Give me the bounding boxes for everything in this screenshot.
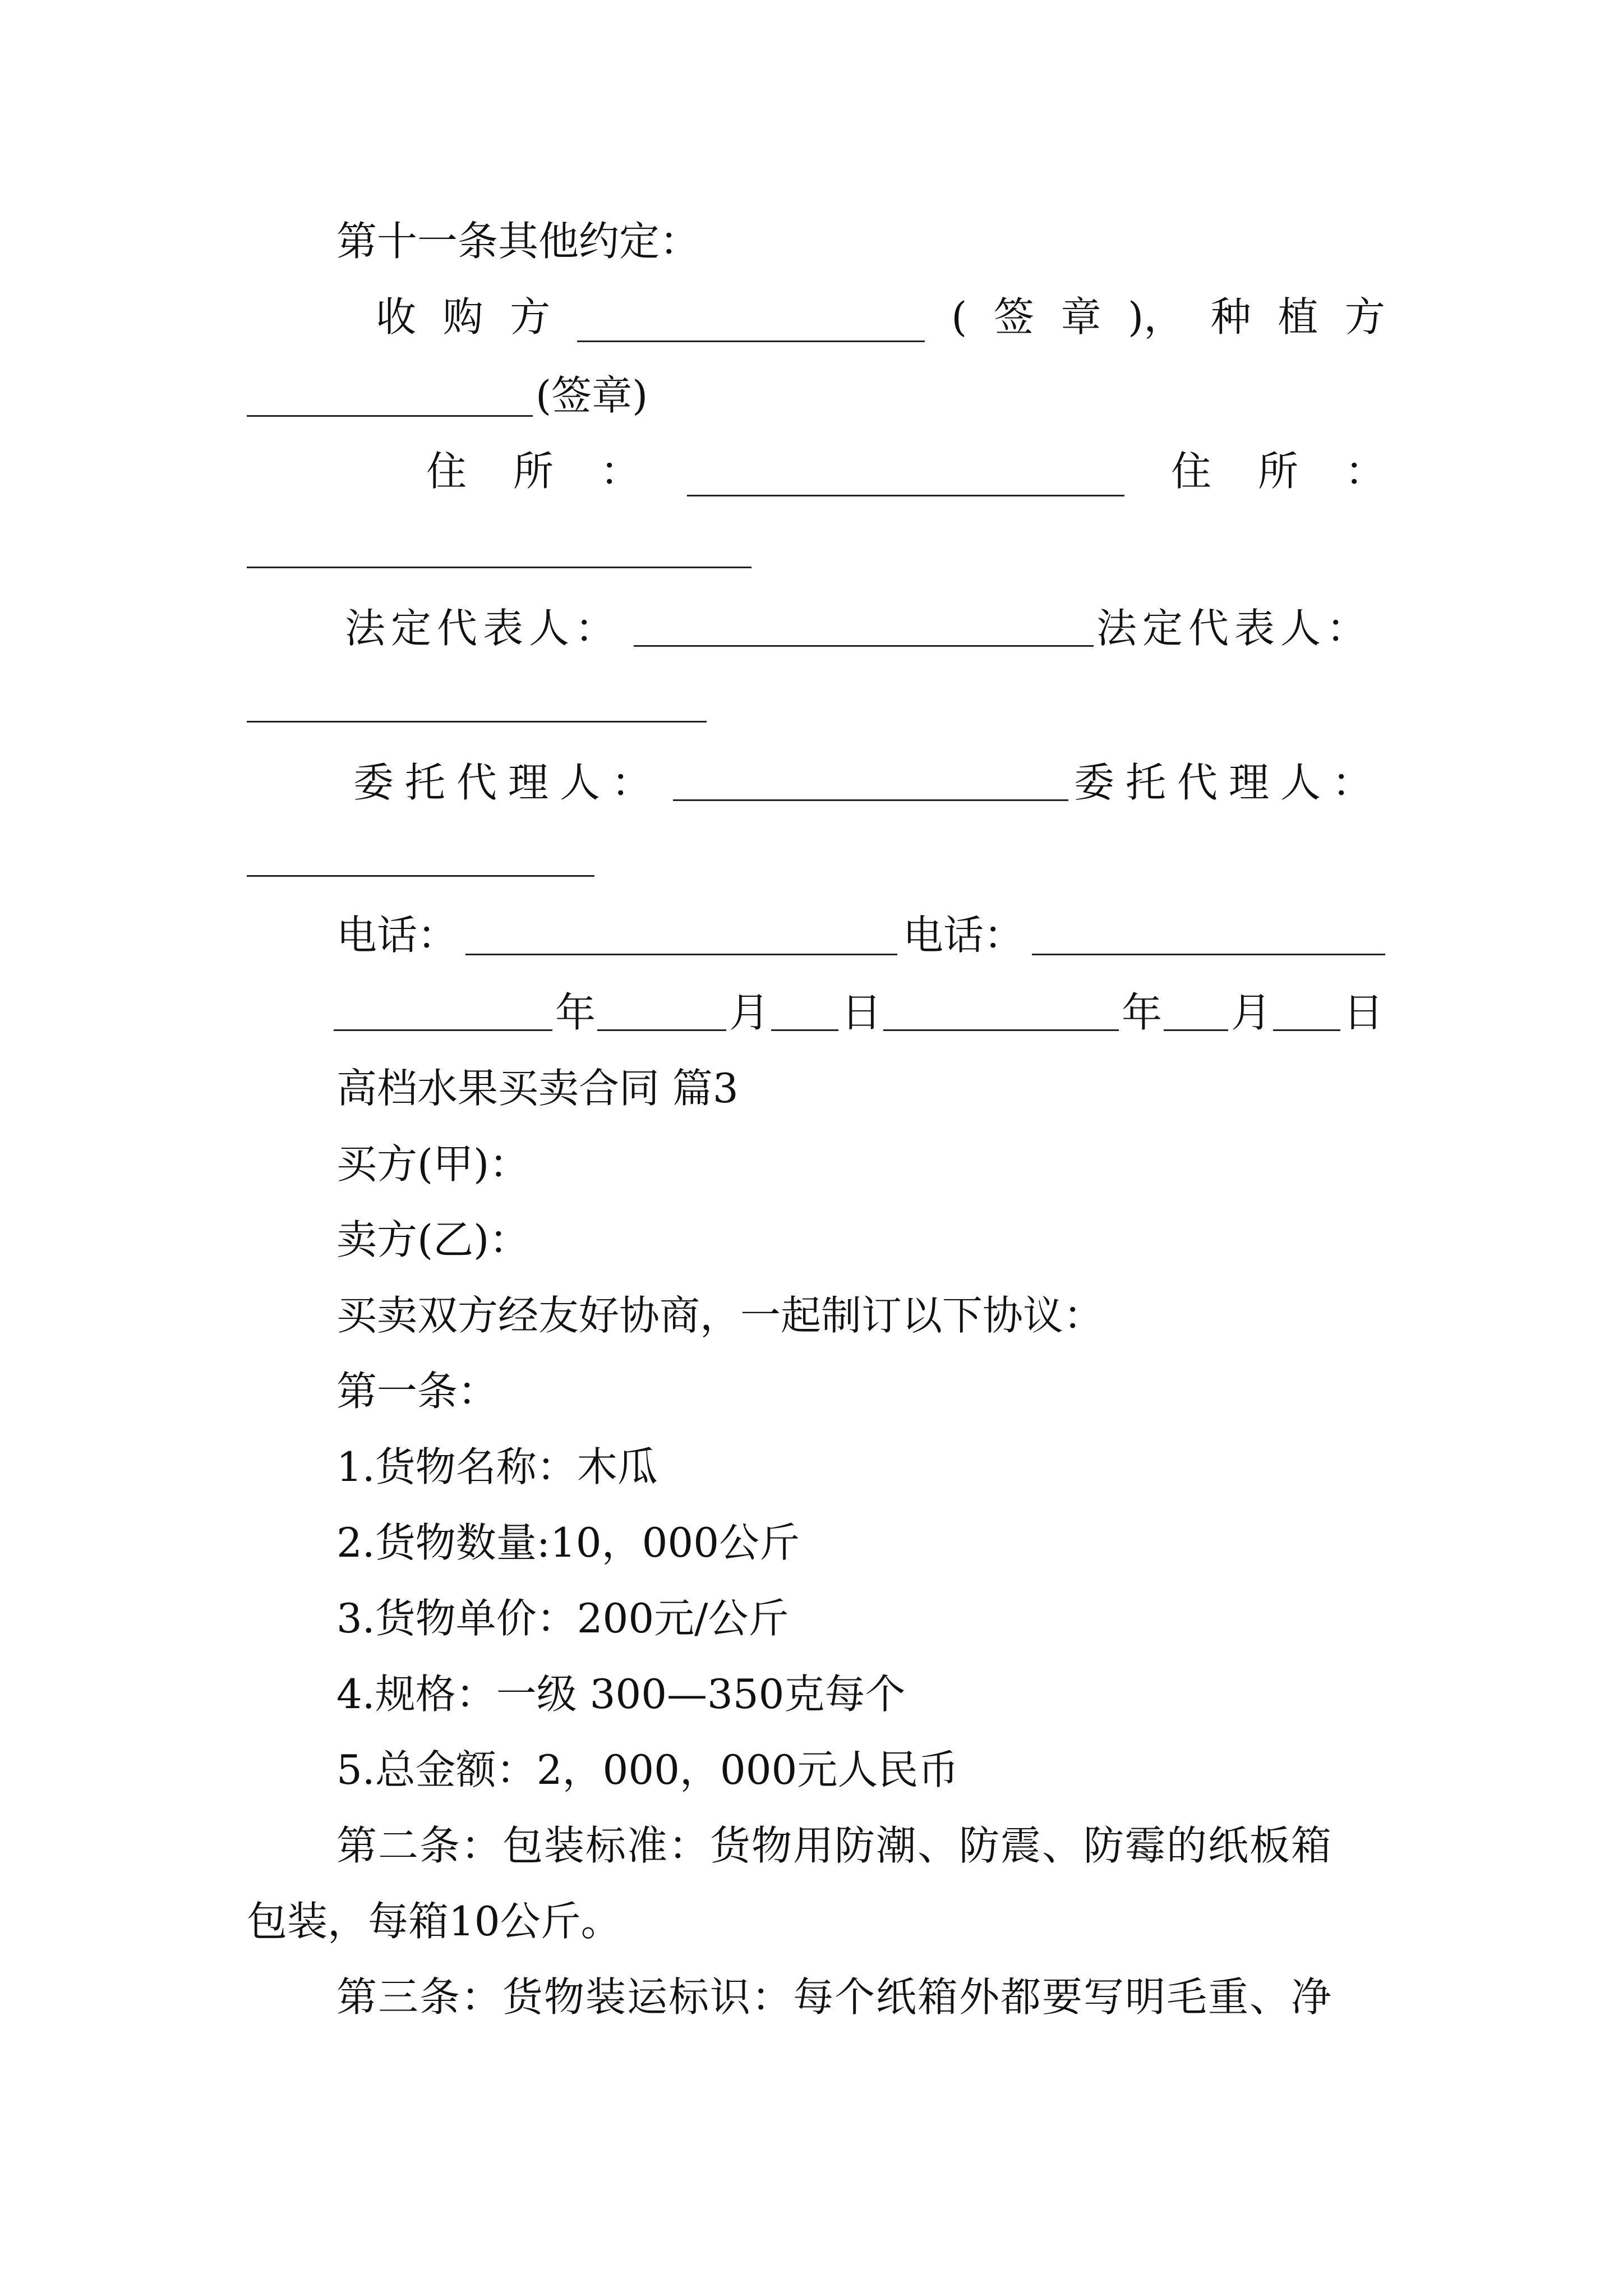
intro-line: 买卖双方经友好协商，一起制订以下协议： xyxy=(336,1292,1104,1339)
grower-char-3: 方 xyxy=(1344,293,1385,341)
date-left-day: 日 xyxy=(841,989,882,1036)
item-3: 3.货物单价：200元/公斤 xyxy=(336,1595,789,1642)
buyer-signature-blank xyxy=(577,303,925,342)
agent-left-label: 委托代理人： xyxy=(353,759,663,806)
buyer-char-2: 购 xyxy=(442,293,483,341)
date-left-month-blank xyxy=(597,1029,726,1031)
date-right-month-blank xyxy=(1164,1029,1228,1031)
address-left-char-3: ： xyxy=(600,448,641,495)
buyer-address-blank xyxy=(687,458,1124,496)
item-1: 1.货物名称：木瓜 xyxy=(336,1443,658,1490)
date-right-month: 月 xyxy=(1231,989,1272,1036)
contract-heading: 高档水果买卖合同 篇3 xyxy=(336,1065,739,1112)
grower-address-blank xyxy=(247,567,751,568)
date-right-year-blank xyxy=(883,1029,1119,1031)
agent-left-blank xyxy=(673,799,1068,801)
paren-open: ( xyxy=(951,293,967,341)
item-4: 4.规格：一级 300—350克每个 xyxy=(336,1671,906,1718)
article-3-line-1: 第三条：货物装运标识：每个纸箱外都要写明毛重、净 xyxy=(336,1973,1333,2021)
agent-right-label: 委托代理人： xyxy=(1074,759,1384,806)
address-left-char-2: 所 xyxy=(513,448,554,495)
phone-right-blank xyxy=(1032,954,1385,955)
address-right-char-3: ： xyxy=(1344,448,1385,495)
buyer-line: 买方(甲)： xyxy=(336,1140,530,1188)
article-11: 第十一条其他约定： xyxy=(336,218,700,265)
signature-line xyxy=(247,292,1385,342)
phone-right-label: 电话： xyxy=(903,912,1025,959)
grower-signature-blank xyxy=(247,415,533,417)
address-right-char-2: 所 xyxy=(1257,448,1298,495)
grower-char-2: 植 xyxy=(1278,293,1318,341)
seller-line: 卖方(乙)： xyxy=(336,1216,530,1263)
grower-sign-label: (签章) xyxy=(536,372,648,419)
legal-rep-left-label: 法定代表人： xyxy=(345,605,621,652)
article-2-line-2: 包装，每箱10公斤。 xyxy=(247,1898,621,1945)
sign-char-1: 签 xyxy=(993,293,1034,341)
buyer-char-3: 方 xyxy=(510,293,551,341)
phone-left-blank xyxy=(465,954,897,955)
agent-right-blank xyxy=(247,875,594,877)
address-right-char-1: 住 xyxy=(1170,448,1211,495)
date-right-day: 日 xyxy=(1343,989,1384,1036)
address-left-char-1: 住 xyxy=(426,448,467,495)
date-left-year-blank xyxy=(334,1029,552,1031)
sign-char-2: 章 xyxy=(1061,293,1101,341)
legal-rep-right-blank xyxy=(247,721,707,723)
date-left-day-blank xyxy=(771,1029,838,1031)
address-line xyxy=(247,446,1385,496)
item-5: 5.总金额：2，000，000元人民币 xyxy=(336,1746,959,1793)
article-1: 第一条： xyxy=(336,1368,499,1415)
date-right-day-blank xyxy=(1273,1029,1340,1031)
phone-left-label: 电话： xyxy=(336,912,458,959)
article-2-line-1: 第二条：包装标准：货物用防潮、防震、防霉的纸板箱 xyxy=(336,1822,1333,1869)
legal-rep-right-label: 法定代表人： xyxy=(1096,605,1373,652)
date-right-year: 年 xyxy=(1122,989,1163,1036)
date-left-year: 年 xyxy=(555,989,596,1036)
legal-rep-left-blank xyxy=(634,645,1094,647)
buyer-char-1: 收 xyxy=(376,293,417,341)
item-2: 2.货物数量:10，000公斤 xyxy=(336,1519,800,1566)
paren-close: )， xyxy=(1128,293,1184,341)
grower-char-1: 种 xyxy=(1210,293,1251,341)
date-left-month: 月 xyxy=(729,989,770,1036)
